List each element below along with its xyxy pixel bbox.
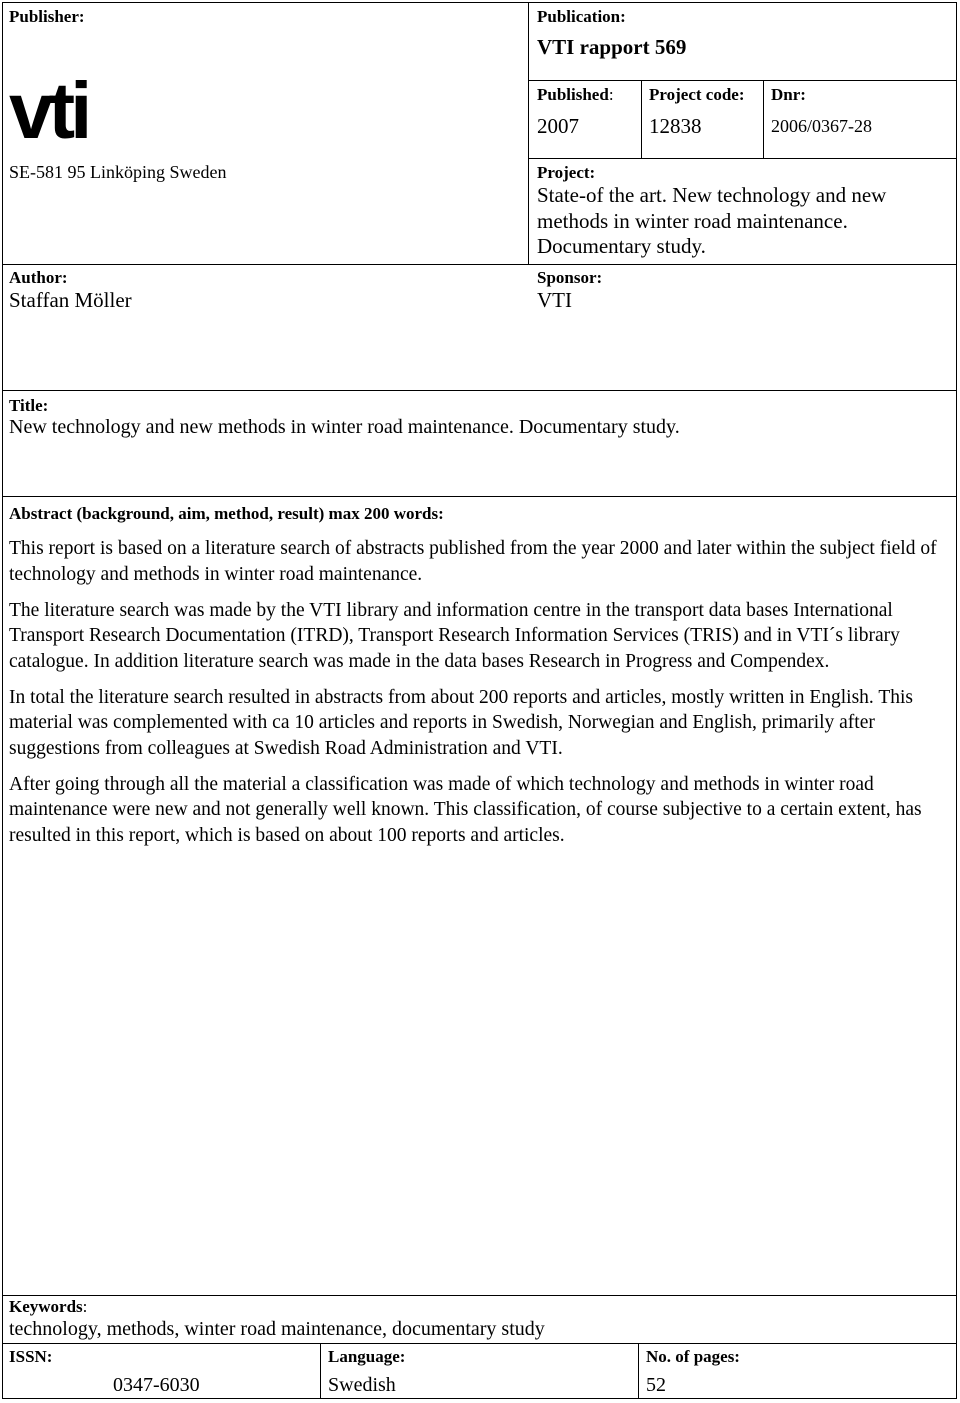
vti-logo [9,80,99,144]
abstract-label: Abstract (background, aim, method, result) max 200 words: [9,504,444,523]
publisher-address: SE-581 95 Linköping Sweden [9,162,227,182]
publisher-label: Publisher: [9,7,85,26]
abstract-paragraph-1: This report is based on a literature search of abstracts published from the year 2000 and later within the subject field of technology and methods in winter road maintenance. [9,538,937,585]
vti-logo-text: vti [9,80,88,144]
keywords-label [9,1297,87,1317]
dnr-label: Dnr: [771,85,806,104]
abstract-body [9,536,944,859]
divider-abstract [2,496,957,497]
abstract-paragraph-2: The literature search was made by the VTI library and information centre in the transport data bases International Transport Research Documentation (ITRD), Transport Research Information Services (TRIS) and in VTI´s library catalogue. In addition literature search was made in the data bases Research in Progress and Compendex. [9,599,900,672]
author-value: Staffan Möller [9,288,132,312]
divider-language-pages [638,1343,639,1399]
dnr-value: 2006/0367-28 [771,116,872,136]
divider-publisher-column [528,2,529,264]
title-value: New technology and new methods in winter road maintenance. Documentary study. [9,416,680,438]
project-value: State-of the art. New technology and new methods in winter road maintenance. Documentary study. [537,183,887,258]
divider-code-dnr [763,80,764,158]
divider-published-code [641,80,642,158]
divider-title [2,390,957,391]
language-label: Language: [328,1347,406,1366]
divider-publication [529,80,957,81]
project-code-label: Project code: [649,85,745,104]
divider-keywords [2,1295,957,1296]
project-code-value: 12838 [649,114,702,138]
pages-value: 52 [646,1374,666,1396]
issn-label: ISSN: [9,1347,53,1366]
published-label-text: Published [537,85,609,104]
divider-author [2,264,957,265]
pages-label: No. of pages: [646,1347,740,1366]
sponsor-value: VTI [537,288,572,312]
author-label: Author: [9,268,68,287]
divider-issn-language [320,1343,321,1399]
abstract-paragraph-3: In total the literature search resulted in abstracts from about 200 reports and articles, mostly written in English. This material was complemented with ca 10 articles and reports in Swedish, Norwegian and English, primarily after suggestions from colleagues at Swedish Road Administration and VTI. [9,686,913,759]
divider-issn-row [2,1343,957,1344]
keywords-value: technology, methods, winter road maintenance, documentary study [9,1318,545,1340]
publication-label: Publication: [537,7,626,26]
published-label-colon: : [608,85,614,104]
title-label: Title: [9,396,49,415]
issn-value: 0347-6030 [113,1374,200,1396]
keywords-label-colon: : [82,1297,88,1316]
divider-published-row [529,158,957,159]
published-label [537,85,614,105]
abstract-paragraph-4: After going through all the material a classification was made of which technology and methods in winter road maintenance were new and not generally well known. This classification, of course subjective to a certain extent, has resulted in this report, which is based on about 100 reports and articles. [9,773,922,846]
keywords-label-text: Keywords [9,1297,83,1316]
language-value: Swedish [328,1374,396,1396]
publication-value: VTI rapport 569 [537,35,687,59]
project-label: Project: [537,163,596,182]
published-value: 2007 [537,114,579,138]
sponsor-label: Sponsor: [537,268,603,287]
